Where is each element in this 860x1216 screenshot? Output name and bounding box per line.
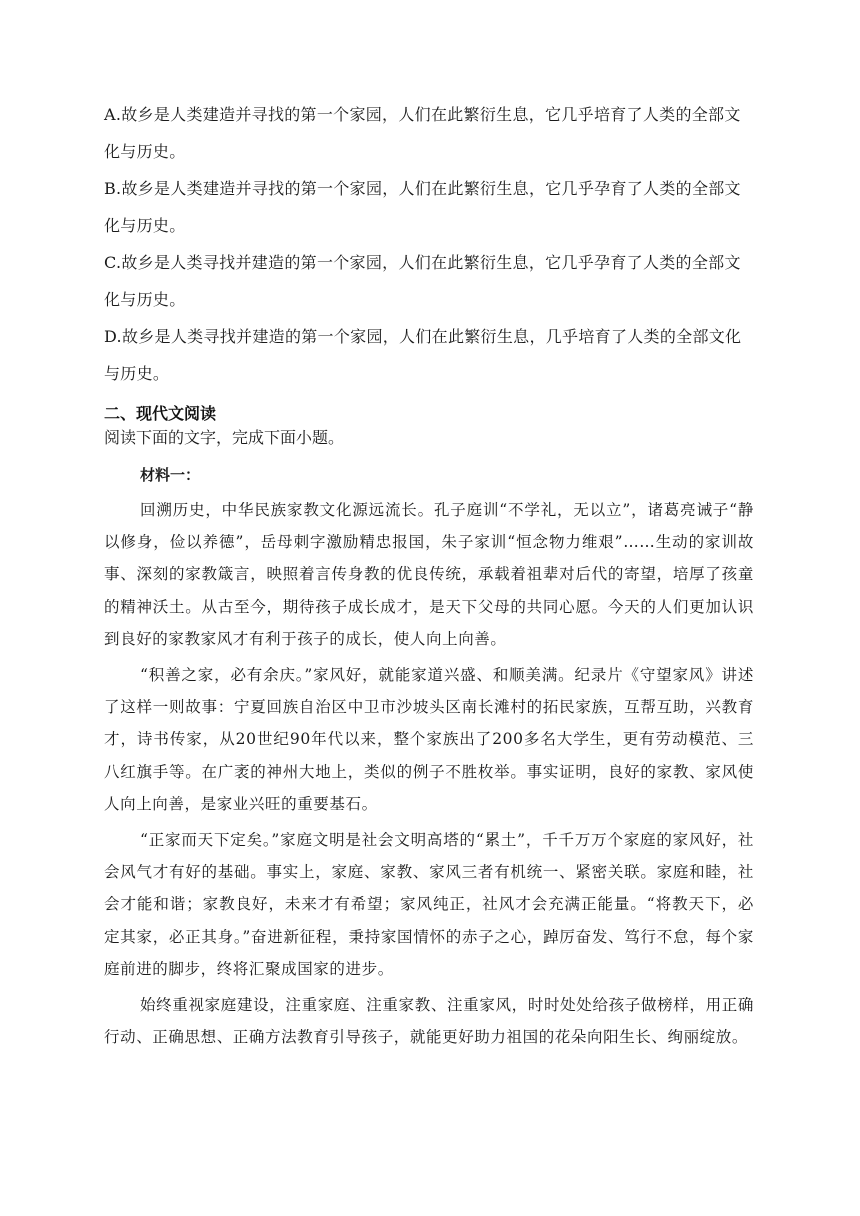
document-page: [104, 96, 754, 1057]
option-b: B.故乡是人类建造并寻找的第一个家园，人们在此繁衍生息，它几乎孕育了人类的全部文化与历史。: [104, 179, 741, 235]
answer-options: [104, 96, 754, 392]
material-block: [104, 456, 754, 1053]
material-paragraph-1: 回溯历史，中华民族家教文化源远流长。孔子庭训“不学礼，无以立”，诸葛亮诫子“静以修身，俭以养德”，岳母刺字激励精忠报国，朱子家训“恒念物力维艰”……生动的家训故事、深刻的家教箴言，映照着言传身教的优良传统，承载着祖辈对后代的寄望，培厚了孩童的精神沃土。从古至今，期待孩子成长成才，是天下父母的共同心愿。今天的人们更加认识到良好的家教家风才有利于孩子的成长，使人向上向善。: [104, 501, 754, 648]
material-paragraph-2: “积善之家，必有余庆。”家风好，就能家道兴盛、和顺美满。纪录片《守望家风》讲述了这样一则故事：宁夏回族自治区中卫市沙坡头区南长滩村的拓民家族，互帮互助，兴教育才，诗书传家，从20世纪90年代以来，整个家族出了200多名大学生，更有劳动模范、三八红旗手等。在广袤的神州大地上，类似的例子不胜枚举。事实证明，良好的家教、家风使人向上向善，是家业兴旺的重要基石。: [104, 666, 754, 813]
material-title: 材料一：: [140, 466, 201, 484]
material-paragraph-4: 始终重视家庭建设，注重家庭、注重家教、注重家风，时时处处给孩子做榜样，用正确行动、正确思想、正确方法教育引导孩子，就能更好助力祖国的花朵向阳生长、绚丽绽放。: [104, 996, 754, 1047]
option-c: C.故乡是人类寻找并建造的第一个家园，人们在此繁衍生息，它几乎孕育了人类的全部文化与历史。: [104, 253, 741, 309]
reading-instruction: 阅读下面的文字，完成下面小题。: [104, 428, 345, 447]
section-heading: 二、现代文阅读: [104, 404, 217, 423]
option-a: A.故乡是人类建造并寻找的第一个家园，人们在此繁衍生息，它几乎培育了人类的全部文化与历史。: [104, 105, 741, 161]
option-d: D.故乡是人类寻找并建造的第一个家园，人们在此繁衍生息，几乎培育了人类的全部文化与历史。: [104, 327, 742, 383]
material-paragraph-3: “正家而天下定矣。”家庭文明是社会文明高塔的“累土”，千千万万个家庭的家风好，社会风气才有好的基础。事实上，家庭、家教、家风三者有机统一、紧密关联。家庭和睦，社会才能和谐；家教良好，未来才有希望；家风纯正，社风才会充满正能量。“将教天下，必定其家，必正其身。”奋进新征程，秉持家国情怀的赤子之心，踔厉奋发、笃行不怠，每个家庭前进的脚步，终将汇聚成国家的进步。: [104, 831, 754, 978]
